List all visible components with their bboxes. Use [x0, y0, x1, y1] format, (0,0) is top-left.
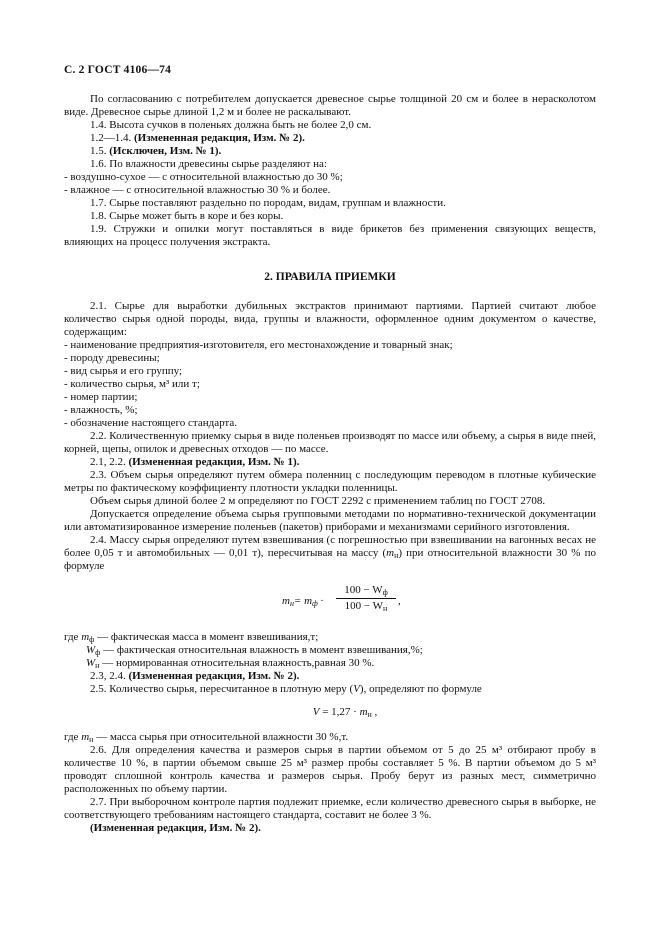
formula-mass — [64, 581, 596, 625]
paragraph-2-6: 2.6. Для определения качества и размеров сырья в партии объемом от 5 до 25 м³ отбирают пробу в количестве 10 %, в партии объемом свыше 25 м³ размер пробы составляет 5 %. В партии объемом до 5 м³ проводят сплошной контроль качества и размеров сырья. Пробу берут из разных мест, симметрично расположенных по объему партии. — [64, 744, 596, 795]
denominator-text: 100 − W — [344, 600, 384, 612]
symbol-w: W — [86, 644, 96, 656]
paragraph-1-6: 1.6. По влажности древесины сырье разделяют на: — [90, 158, 327, 170]
where-line-1 — [64, 631, 596, 644]
text-run: где — [64, 631, 82, 643]
paragraph-2-5 — [64, 683, 596, 696]
paragraph-2-3-c: Допускается определение объема сырья групповыми методами по нормативно-технической документации или автоматизированное измерение поленьев (пакетов) приборами и механизмами серийного изготовления. — [64, 508, 596, 533]
symbol-m: m — [386, 547, 395, 559]
text-run: 2.4. Массу сырья определяют путем взвешивания (с погрешностью при взвешивании на вагонных весах не более 0,05 т и автомобильных — 0,01 т), пересчитывая на массу ( — [64, 534, 596, 559]
symbol-v: V — [353, 683, 360, 695]
list-item: - номер партии; — [64, 391, 138, 403]
section-2-title: 2. ПРАВИЛА ПРИЕМКИ — [264, 271, 396, 283]
subscript: н — [394, 551, 399, 560]
numerator-text: 100 − W — [344, 584, 383, 596]
amendment-2-1-2-2 — [64, 456, 596, 469]
symbol-m: m — [81, 631, 90, 643]
page-header: С. 2 ГОСТ 4106—74 — [64, 64, 172, 76]
text-run: — фактическая относительная влажность в момент взвешивания,%; — [100, 644, 423, 656]
amendment-1-2-1-4 — [64, 132, 596, 145]
list-item: - влажность, %; — [64, 404, 138, 416]
subscript: ф — [382, 588, 388, 597]
subscript: н — [289, 599, 294, 608]
multiply-dot: · — [317, 595, 324, 607]
paragraph-2-3-b: Объем сырья длиной более 2 м определяют по ГОСТ 2292 с применением таблиц по ГОСТ 2708. — [90, 495, 546, 507]
symbol-m: m — [81, 731, 90, 743]
text-run: ), определяют по формуле — [359, 683, 482, 695]
list-item: - воздушно-сухое — с относительной влажностью до 30 %; — [64, 171, 343, 183]
symbol-w: W — [86, 657, 96, 669]
list-item: - количество сырья, м³ или т; — [64, 378, 200, 390]
paragraph-1-8: 1.8. Сырье может быть в коре и без коры. — [90, 210, 284, 222]
formula-comma: , — [398, 595, 401, 607]
paragraph-intro: По согласованию с потребителем допускается древесное сырье толщиной 20 см и более в нерасколотом виде. Древесное сырье длиной 1,2 м и более не раскалывают. — [64, 93, 596, 118]
subscript: ф — [89, 635, 95, 644]
amendment-note: (Измененная редакция, Изм. № 2). — [90, 822, 261, 834]
list-item: - вид сырья и его группу; — [64, 365, 182, 377]
amendment-note: (Измененная редакция, Изм. № 1). — [128, 456, 300, 468]
amendment-2-7 — [64, 822, 596, 835]
subscript: н — [383, 604, 388, 613]
clause-ref: 1.5. — [90, 145, 107, 157]
subscript: н — [367, 710, 372, 719]
paragraph-2-1: 2.1. Сырье для выработки дубильных экстрактов принимают партиями. Партией считают любое количество сырья одной породы, вида, группы и влажности, оформленное одним документом о качестве, содержащим: — [64, 300, 596, 338]
subscript: ф — [312, 599, 318, 608]
text-run: 2.5. Количество сырья, пересчитанное в плотную меру ( — [90, 683, 354, 695]
paragraph-1-7: 1.7. Сырье поставляют раздельно по породам, видам, группам и влажности. — [90, 197, 446, 209]
symbol-v: V — [312, 706, 320, 718]
paragraph-1-5 — [64, 145, 596, 158]
text-run: где — [64, 731, 82, 743]
subscript: н — [95, 661, 100, 670]
paragraph-1-9: 1.9. Стружки и опилки могут поставляться в виде брикетов без применения связующих веществ, влияющих на процесс получения экстракта. — [64, 223, 596, 248]
amendment-note: (Измененная редакция, Изм. № 2). — [128, 670, 300, 682]
amendment-note: (Измененная редакция, Изм. № 2). — [134, 132, 305, 144]
symbol-m: m — [359, 706, 368, 718]
list-item: - породу древесины; — [64, 352, 160, 364]
fraction-denominator — [336, 599, 396, 613]
where-line-3 — [64, 657, 596, 670]
paragraph-1-4: 1.4. Высота сучков в поленьях должна быть не более 2,0 см. — [90, 119, 372, 131]
fraction — [336, 584, 396, 613]
subscript: н — [89, 735, 94, 744]
symbol-m: m — [282, 595, 290, 607]
subscript: ф — [95, 648, 101, 657]
fraction-numerator — [336, 584, 396, 599]
amendment-ref: 2.1, 2.2. — [90, 456, 126, 468]
paragraph-2-7: 2.7. При выборочном контроле партия подлежит приемке, если количество древесного сырья в выборке, не соответствующего требованиям настоящего стандарта, составит не более 3 %. — [64, 796, 596, 821]
excluded-note: (Исключен, Изм. № 1). — [109, 145, 222, 157]
list-item: - влажное — с относительной влажностью 30 % и более. — [64, 184, 331, 196]
text-run: ) при относительной влажности 30 % по формуле — [64, 547, 596, 572]
text-run: — фактическая масса в момент взвешивания,т; — [94, 631, 319, 643]
where-line-4 — [64, 731, 596, 744]
paragraph-2-4 — [64, 534, 596, 573]
equals-sign: = — [293, 595, 305, 607]
paragraph-2-3: 2.3. Объем сырья определяют путем обмера поленниц с последующим переводом в плотные кубические метры по фактическому коэффициенту плотности укладки поленницы. — [64, 469, 596, 494]
amendment-ref: 1.2—1.4. — [90, 132, 132, 144]
paragraph-2-2: 2.2. Количественную приемку сырья в виде поленьев производят по массе или объему, а сырья в виде пней, корней, щепы, опилок и древесных отходов — по массе. — [64, 430, 596, 455]
list-item: - обозначение настоящего стандарта. — [64, 417, 238, 429]
amendment-ref: 2.3, 2.4. — [90, 670, 126, 682]
text-run: — масса сырья при относительной влажности 30 %,т. — [93, 731, 349, 743]
symbol-m: m — [304, 595, 313, 607]
document-page — [64, 64, 596, 835]
text-run: = 1,27 · — [319, 706, 360, 718]
formula-comma: , — [371, 706, 378, 718]
list-item: - наименование предприятия-изготовителя, его местонахождение и товарный знак; — [64, 339, 453, 351]
amendment-2-3-2-4 — [64, 670, 596, 683]
where-line-2 — [64, 644, 596, 657]
text-run: — нормированная относительная влажность,равная 30 %. — [99, 657, 375, 669]
formula-lhs — [282, 595, 323, 608]
formula-volume — [64, 706, 596, 719]
